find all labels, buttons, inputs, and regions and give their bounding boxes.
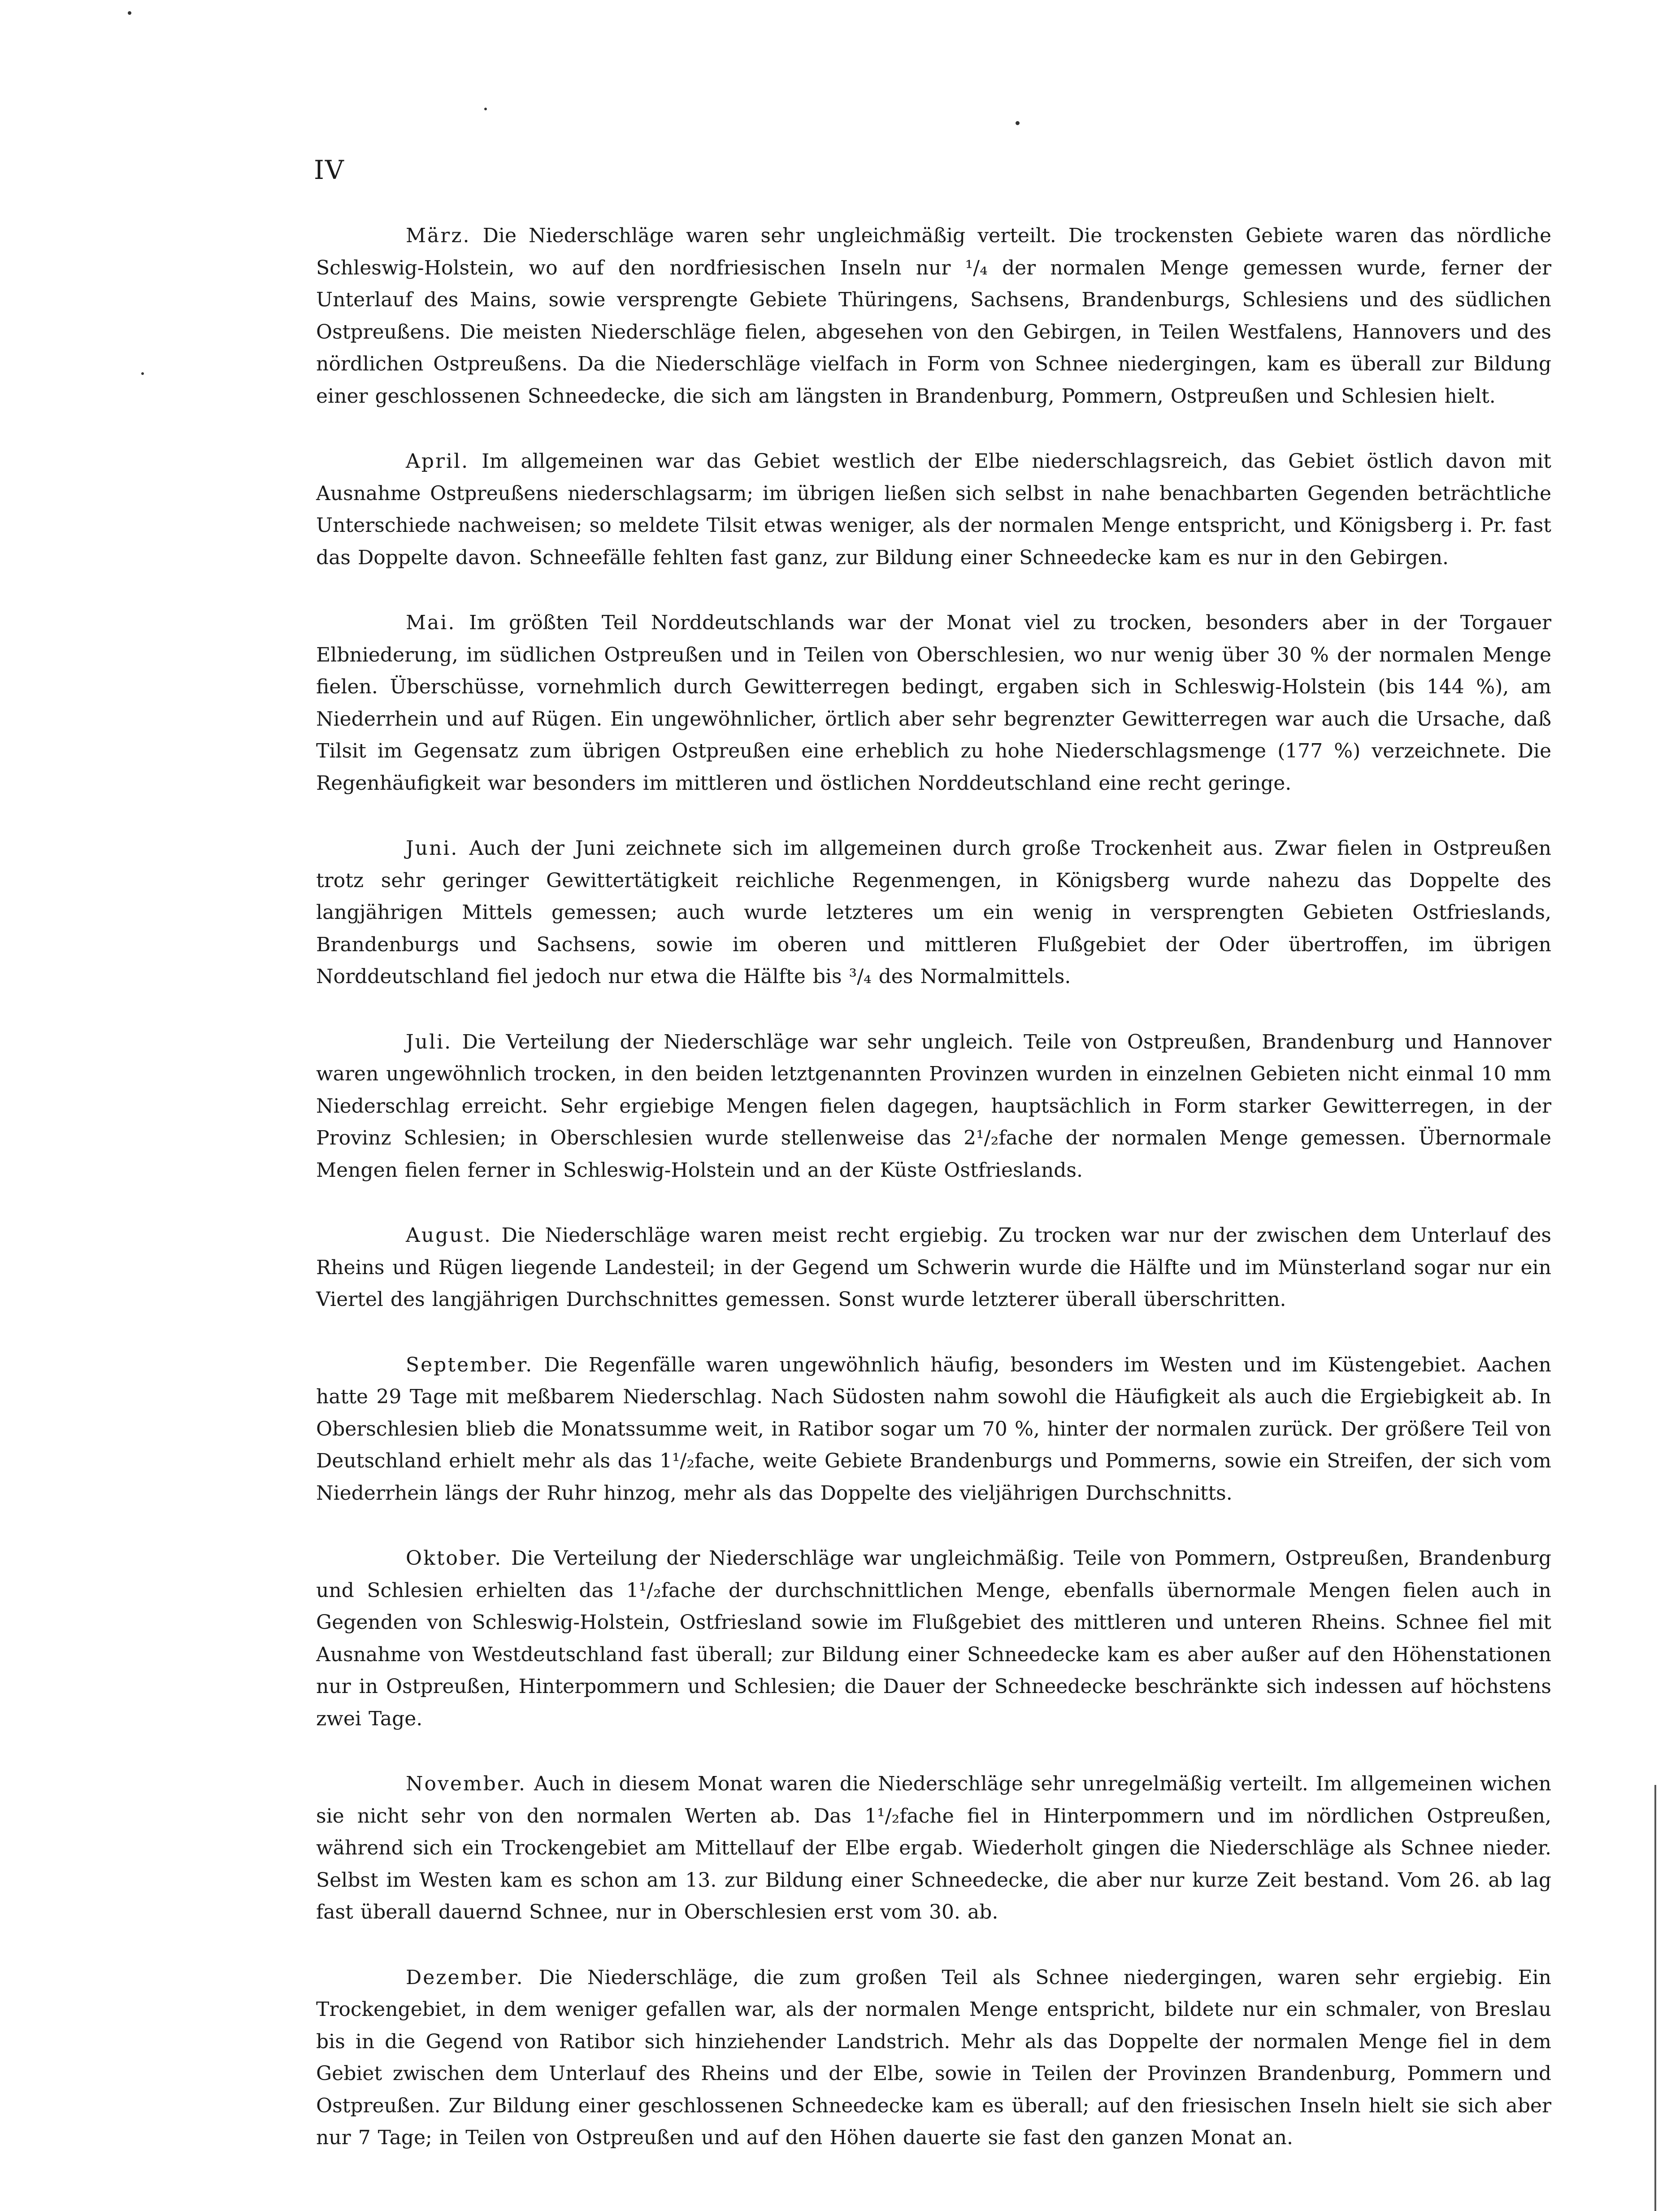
month-text: Im größten Teil Norddeutschlands war der Monat viel zu trocken, besonders aber in der Torgauer Elbniederung, im südlichen Ostpreußen und in Teilen von Oberschlesien, wo nur wenig über 30 % der normalen Menge fielen. Überschüsse, vornehmlich durch Gewitterregen bedingt, ergaben sich in Schleswig-Holstein (bis 144 %), am Niederrhein und auf Rügen. Ein ungewöhnlicher, örtlich aber sehr begrenzter Gewitterregen war auch die Ursache, daß Tilsit im Gegensatz zum übrigen Ostpreußen eine erheblich zu hohe Niederschlagsmenge (177 %) verzeichnete. Die Regenhäufigkeit war besonders im mittleren und östlichen Norddeutschland eine recht geringe. — [316, 611, 1551, 795]
month-name: April. — [406, 450, 469, 473]
month-text: Im allgemeinen war das Gebiet westlich der Elbe niederschlagsreich, das Gebiet östlich davon mit Ausnahme Ostpreußens niederschlagsarm; im übrigen ließen sich selbst in nahe benachbarten Gegenden beträchtliche Unterschiede nachweisen; so meldete Tilsit etwas weniger, als der normalen Menge entspricht, und Königsberg i. Pr. fast das Doppelte davon. Schneefälle fehlten fast ganz, zur Bildung einer Schneedecke kam es nur in den Gebirgen. — [316, 450, 1551, 569]
report-body — [316, 220, 1551, 2187]
scan-speck — [484, 108, 487, 110]
month-text: Die Niederschläge waren meist recht ergiebig. Zu trocken war nur der zwischen dem Unterlauf des Rheins und Rügen liegende Landesteil; in der Gegend um Schwerin wurde die Hälfte und im Münsterland sogar nur ein Viertel des langjährigen Durchschnittes gemessen. Sonst wurde letzterer überall überschritten. — [316, 1224, 1551, 1311]
month-name: Dezember. — [406, 1966, 524, 1989]
section-april — [316, 445, 1551, 574]
scan-speck — [141, 372, 144, 375]
scan-speck — [1016, 121, 1020, 125]
section-mai — [316, 607, 1551, 799]
scan-edge-line — [1654, 1785, 1656, 2211]
month-name: September. — [406, 1353, 534, 1376]
section-november — [316, 1768, 1551, 1928]
month-name: März. — [406, 224, 471, 247]
month-text: Die Niederschläge, die zum großen Teil als Schnee niedergingen, waren sehr ergiebig. Ein Trockengebiet, in dem weniger gefallen war, als der normalen Menge entspricht, bildete nur ein schmaler, von Breslau bis in die Gegend von Ratibor sich hinziehender Landstrich. Mehr als das Doppelte der normalen Menge fiel in dem Gebiet zwischen dem Unterlauf des Rheins und der Elbe, sowie in Teilen der Provinzen Brandenburg, Pommern und Ostpreußen. Zur Bildung einer geschlossenen Schneedecke kam es überall; auf den friesischen Inseln hielt sie sich aber nur 7 Tage; in Teilen von Ostpreußen und auf den Höhen dauerte sie fast den ganzen Monat an. — [316, 1966, 1551, 2149]
page-number: IV — [314, 155, 345, 185]
month-text: Die Regenfälle waren ungewöhnlich häufig, besonders im Westen und im Küstengebiet. Aachen hatte 29 Tage mit meßbarem Niederschlag. Nach Südosten nahm sowohl die Häufigkeit als auch die Ergiebigkeit ab. In Oberschlesien blieb die Monatssumme weit, in Ratibor sogar um 70 %, hinter der normalen zurück. Der größere Teil von Deutschland erhielt mehr als das 1¹/₂fache, weite Gebiete Brandenburgs und Pommerns, sowie ein Streifen, der sich vom Niederrhein längs der Ruhr hinzog, mehr als das Doppelte des vieljährigen Durchschnitts. — [316, 1353, 1551, 1505]
section-dezember — [316, 1962, 1551, 2154]
section-maerz — [316, 220, 1551, 412]
month-name: Mai. — [406, 611, 456, 634]
month-name: November. — [406, 1772, 526, 1795]
month-text: Die Niederschläge waren sehr ungleichmäßig verteilt. Die trockensten Gebiete waren das nördliche Schleswig-Holstein, wo auf den nordfriesischen Inseln nur ¹/₄ der normalen Menge gemessen wurde, ferner der Unterlauf des Mains, sowie versprengte Gebiete Thüringens, Sachsens, Brandenburgs, Schlesiens und des südlichen Ostpreußens. Die meisten Niederschläge fielen, abgesehen von den Gebirgen, in Teilen Westfalens, Hannovers und des nördlichen Ostpreußens. Da die Niederschläge vielfach in Form von Schnee niedergingen, kam es überall zur Bildung einer geschlossenen Schneedecke, die sich am längsten in Brandenburg, Pommern, Ostpreußen und Schlesien hielt. — [316, 224, 1551, 408]
month-name: Juli. — [406, 1030, 452, 1053]
month-text: Auch in diesem Monat waren die Niederschläge sehr unregelmäßig verteilt. Im allgemeinen wichen sie nicht sehr von den normalen Werten ab. Das 1¹/₂fache fiel in Hinterpommern und im nördlichen Ostpreußen, während sich ein Trockengebiet am Mittellauf der Elbe ergab. Wiederholt gingen die Niederschläge als Schnee nieder. Selbst im Westen kam es schon am 13. zur Bildung einer Schneedecke, die aber nur kurze Zeit bestand. Vom 26. ab lag fast überall dauernd Schnee, nur in Oberschlesien erst vom 30. ab. — [316, 1772, 1551, 1924]
month-text: Die Verteilung der Niederschläge war sehr ungleich. Teile von Ostpreußen, Brandenburg und Hannover waren ungewöhnlich trocken, in den beiden letztgenannten Provinzen wurden in einzelnen Gebieten nicht einmal 10 mm Niederschlag erreicht. Sehr ergiebige Mengen fielen dagegen, hauptsächlich in Form starker Gewitterregen, in der Provinz Schlesien; in Oberschlesien wurde stellenweise das 2¹/₂fache der normalen Menge gemessen. Übernormale Mengen fielen ferner in Schleswig-Holstein und an der Küste Ostfrieslands. — [316, 1030, 1551, 1182]
month-name: Juni. — [406, 837, 459, 860]
section-juli — [316, 1026, 1551, 1187]
section-juni — [316, 832, 1551, 993]
month-text: Auch der Juni zeichnete sich im allgemeinen durch große Trockenheit aus. Zwar fielen in Ostpreußen trotz sehr geringer Gewittertätigkeit reichliche Regenmengen, in Königsberg wurde nahezu das Doppelte des langjährigen Mittels gemessen; auch wurde letzteres um ein wenig in versprengten Gebieten Ostfrieslands, Brandenburgs und Sachsens, sowie im oberen und mittleren Flußgebiet der Oder übertroffen, im übrigen Norddeutschland fiel jedoch nur etwa die Hälfte bis ³/₄ des Normalmittels. — [316, 837, 1551, 988]
section-september — [316, 1349, 1551, 1510]
month-name: August. — [406, 1224, 492, 1247]
month-text: Die Verteilung der Niederschläge war ungleichmäßig. Teile von Pommern, Ostpreußen, Brandenburg und Schlesien erhielten das 1¹/₂fache der durchschnittlichen Menge, ebenfalls übernormale Mengen fielen auch in Gegenden von Schleswig-Holstein, Ostfriesland sowie im Flußgebiet des mittleren und unteren Rheins. Schnee fiel mit Ausnahme von Westdeutschland fast überall; zur Bildung einer Schneedecke kam es aber außer auf den Höhenstationen nur in Ostpreußen, Hinterpommern und Schlesien; die Dauer der Schneedecke beschränkte sich indessen auf höchstens zwei Tage. — [316, 1547, 1551, 1730]
scan-speck — [128, 11, 131, 15]
section-oktober — [316, 1542, 1551, 1735]
month-name: Oktober. — [406, 1547, 503, 1570]
section-august — [316, 1219, 1551, 1316]
